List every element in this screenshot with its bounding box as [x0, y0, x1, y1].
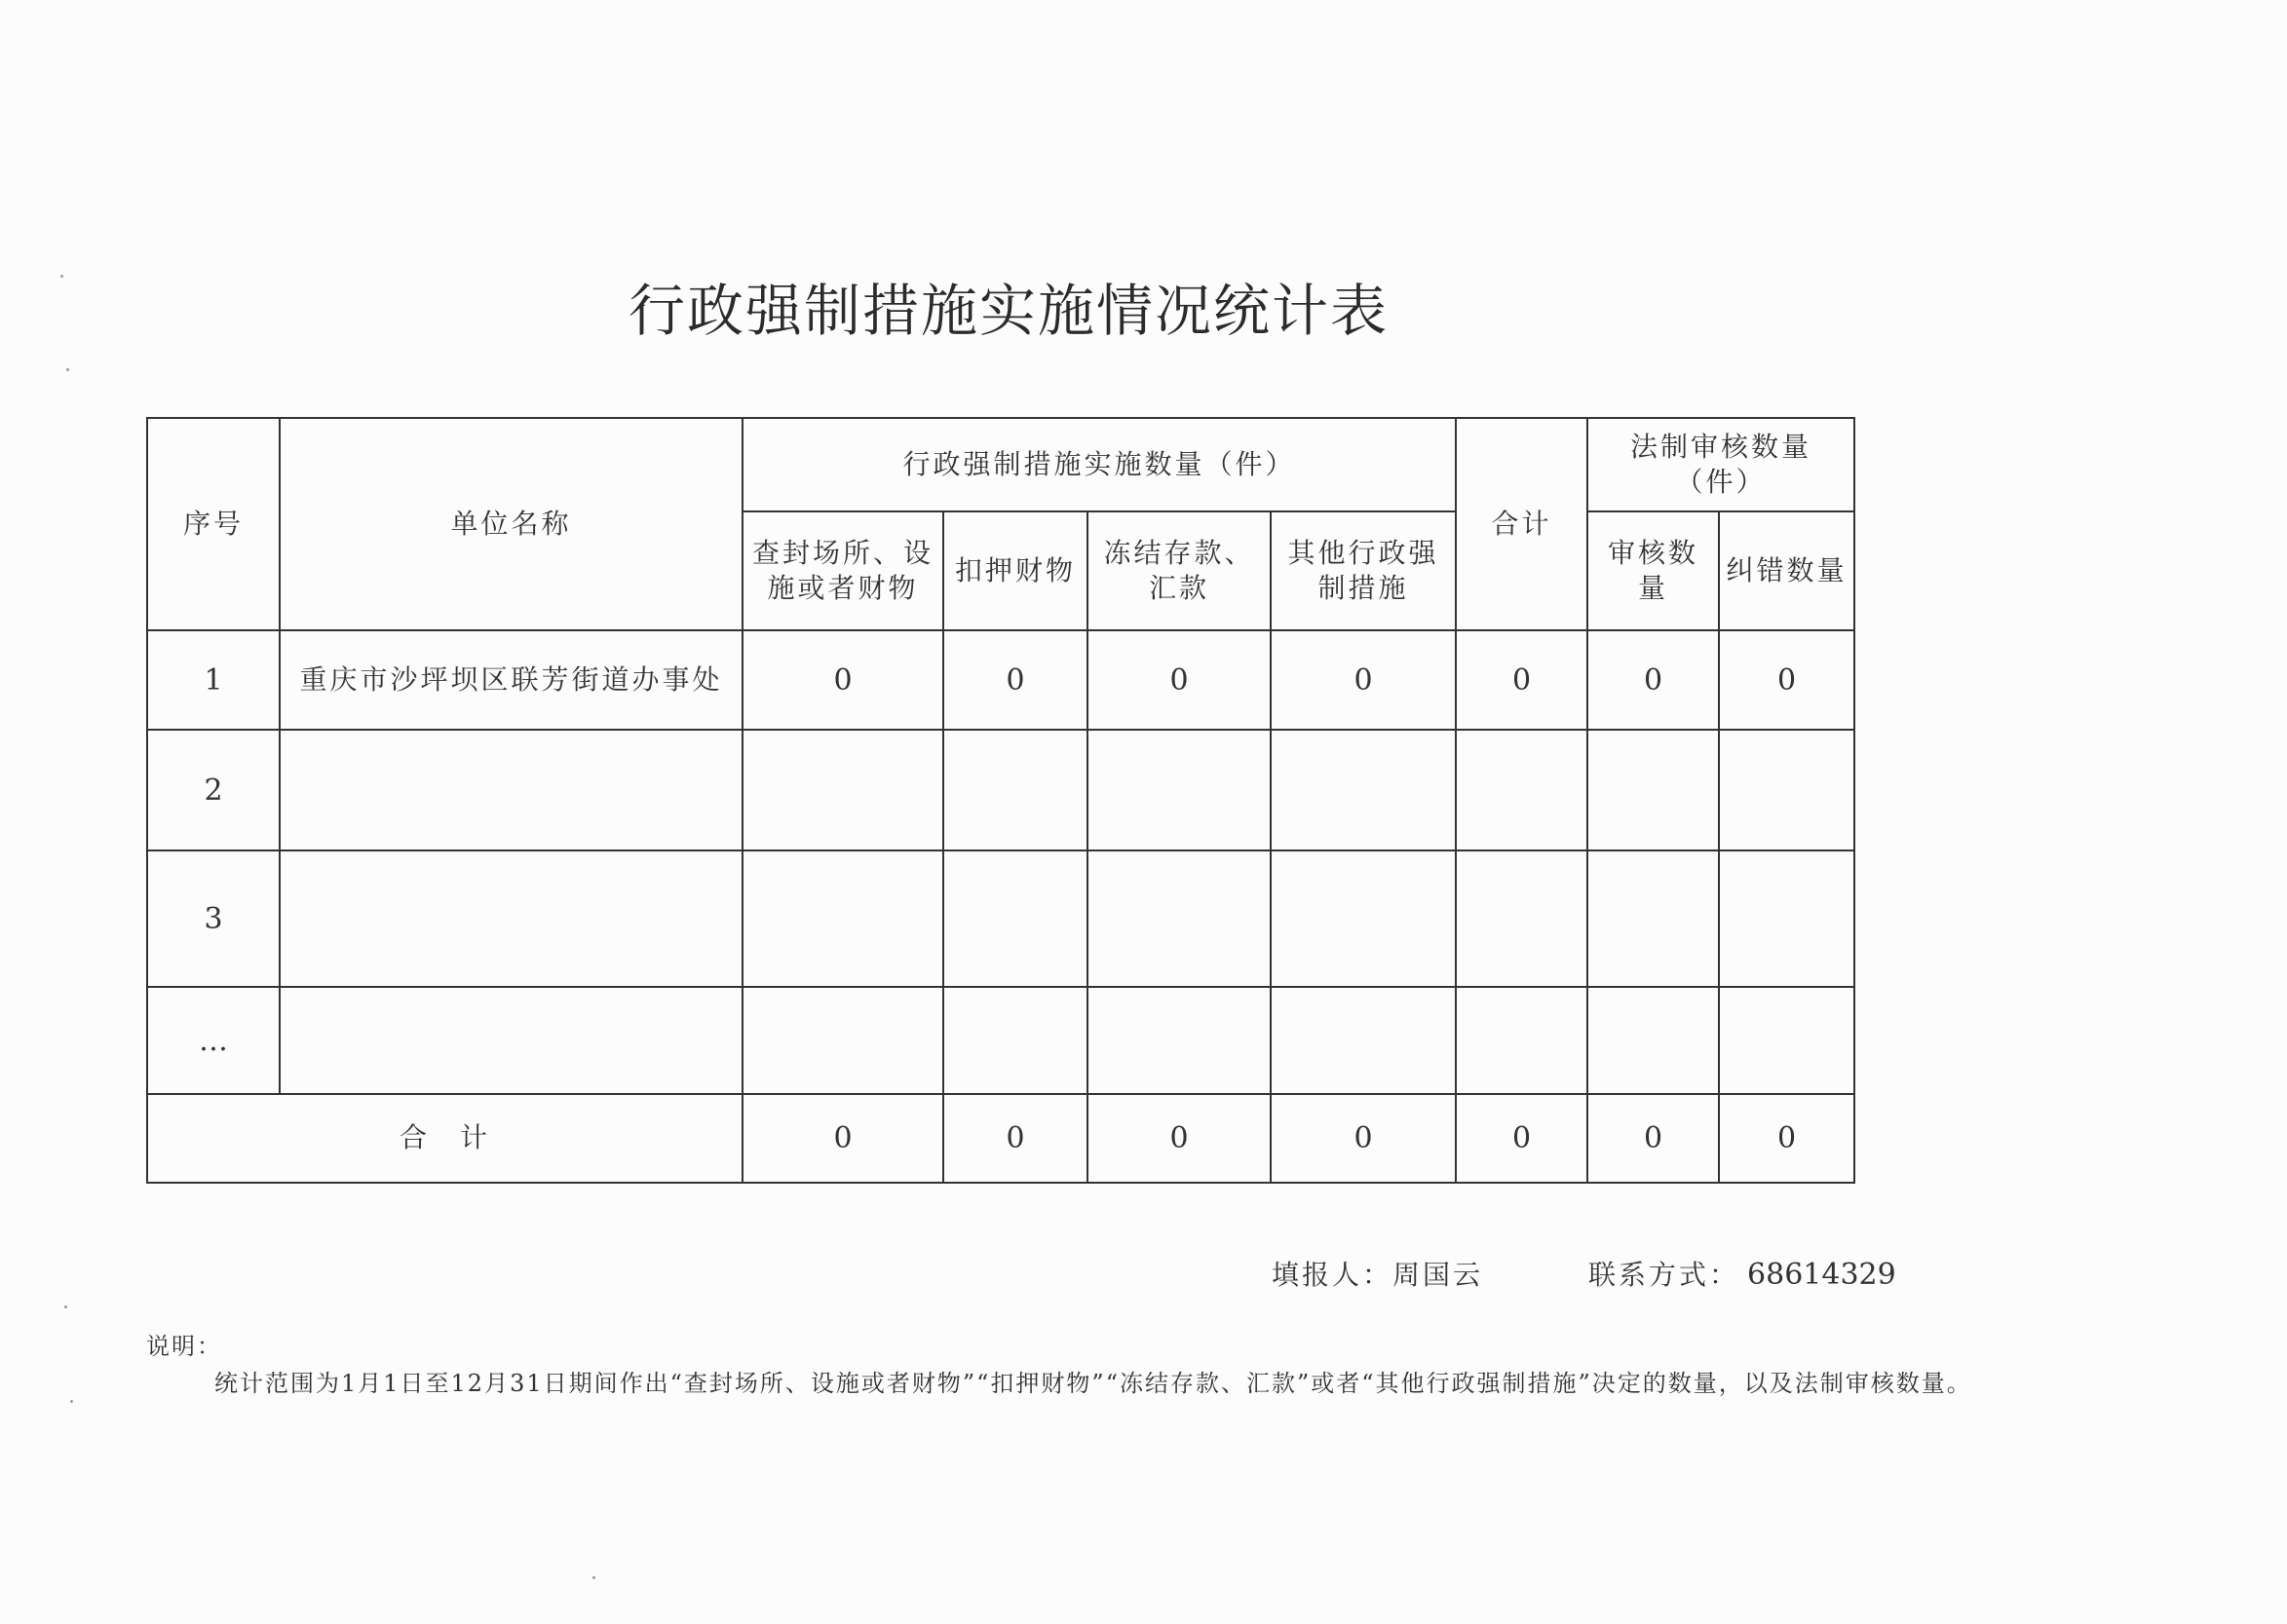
total-value: 0 [1271, 1094, 1456, 1183]
table-row [147, 987, 1854, 1094]
row-value [943, 850, 1087, 987]
row-value [1456, 730, 1587, 850]
row-seq: 1 [147, 630, 280, 730]
row-value: 0 [1456, 630, 1587, 730]
row-value: 0 [1271, 630, 1456, 730]
row-seq: 2 [147, 730, 280, 850]
scan-speck [64, 1305, 67, 1308]
table-row [147, 850, 1854, 987]
header-total: 合计 [1456, 418, 1587, 630]
filler-label: 填报人： [1272, 1259, 1393, 1291]
row-value: 0 [743, 630, 943, 730]
row-seq: … [147, 987, 280, 1094]
row-value [1719, 850, 1854, 987]
header-row-1 [147, 418, 1854, 511]
header-unit-name: 单位名称 [280, 418, 743, 630]
row-value [1087, 987, 1271, 1094]
header-seq: 序号 [147, 418, 280, 630]
table-row [147, 730, 1854, 850]
header-correction-count: 纠错数量 [1719, 511, 1854, 630]
row-value [1587, 987, 1719, 1094]
row-value [1087, 730, 1271, 850]
row-value: 0 [943, 630, 1087, 730]
row-value [1719, 730, 1854, 850]
document-title: 行政强制措施实施情况统计表 [628, 278, 1389, 344]
row-seq: 3 [147, 850, 280, 987]
note-heading: 说明： [146, 1333, 222, 1360]
row-unit [280, 987, 743, 1094]
total-value: 0 [1719, 1094, 1854, 1183]
total-value: 0 [743, 1094, 943, 1183]
total-value: 0 [1087, 1094, 1271, 1183]
note-text: 统计范围为1月1日至12月31日期间作出“查封场所、设施或者财物”“扣押财物”“冻结存款、汇款”或者“其他行政强制措施”决定的数量，以及法制审核数量。 [214, 1370, 1972, 1397]
statistics-table [146, 417, 1855, 1184]
row-value [743, 850, 943, 987]
total-value: 0 [1456, 1094, 1587, 1183]
header-review-count: 审核数量 [1587, 511, 1719, 630]
contact-info [1588, 1254, 1896, 1293]
row-value [1271, 987, 1456, 1094]
row-value [1587, 730, 1719, 850]
row-unit [280, 730, 743, 850]
filler-info [1272, 1254, 1483, 1293]
table-row [147, 630, 1854, 730]
total-row [147, 1094, 1854, 1183]
scan-speck [60, 275, 63, 278]
row-value [1456, 850, 1587, 987]
scan-speck [66, 368, 69, 371]
contact-label: 联系方式： [1588, 1259, 1740, 1291]
row-value [1087, 850, 1271, 987]
row-value: 0 [1087, 630, 1271, 730]
scan-speck [592, 1576, 595, 1579]
contact-phone: 68614329 [1747, 1258, 1896, 1292]
row-value [1271, 850, 1456, 987]
total-value: 0 [1587, 1094, 1719, 1183]
row-value [743, 987, 943, 1094]
row-unit: 重庆市沙坪坝区联芳街道办事处 [280, 630, 743, 730]
header-freeze: 冻结存款、汇款 [1087, 511, 1271, 630]
row-value: 0 [1587, 630, 1719, 730]
row-value [743, 730, 943, 850]
row-value [1456, 987, 1587, 1094]
filler-name: 周国云 [1392, 1259, 1484, 1291]
row-value [1719, 987, 1854, 1094]
header-review-group: 法制审核数量（件） [1587, 418, 1854, 511]
row-value [1587, 850, 1719, 987]
total-row-label: 合 计 [147, 1094, 743, 1183]
header-seal: 查封场所、设施或者财物 [743, 511, 943, 630]
row-value: 0 [1719, 630, 1854, 730]
scan-speck [70, 1400, 73, 1403]
header-other-measures: 其他行政强制措施 [1271, 511, 1456, 630]
row-value [943, 987, 1087, 1094]
total-value: 0 [943, 1094, 1087, 1183]
row-value [1271, 730, 1456, 850]
header-measures-group: 行政强制措施实施数量（件） [743, 418, 1456, 511]
row-value [943, 730, 1087, 850]
row-unit [280, 850, 743, 987]
header-seize: 扣押财物 [943, 511, 1087, 630]
